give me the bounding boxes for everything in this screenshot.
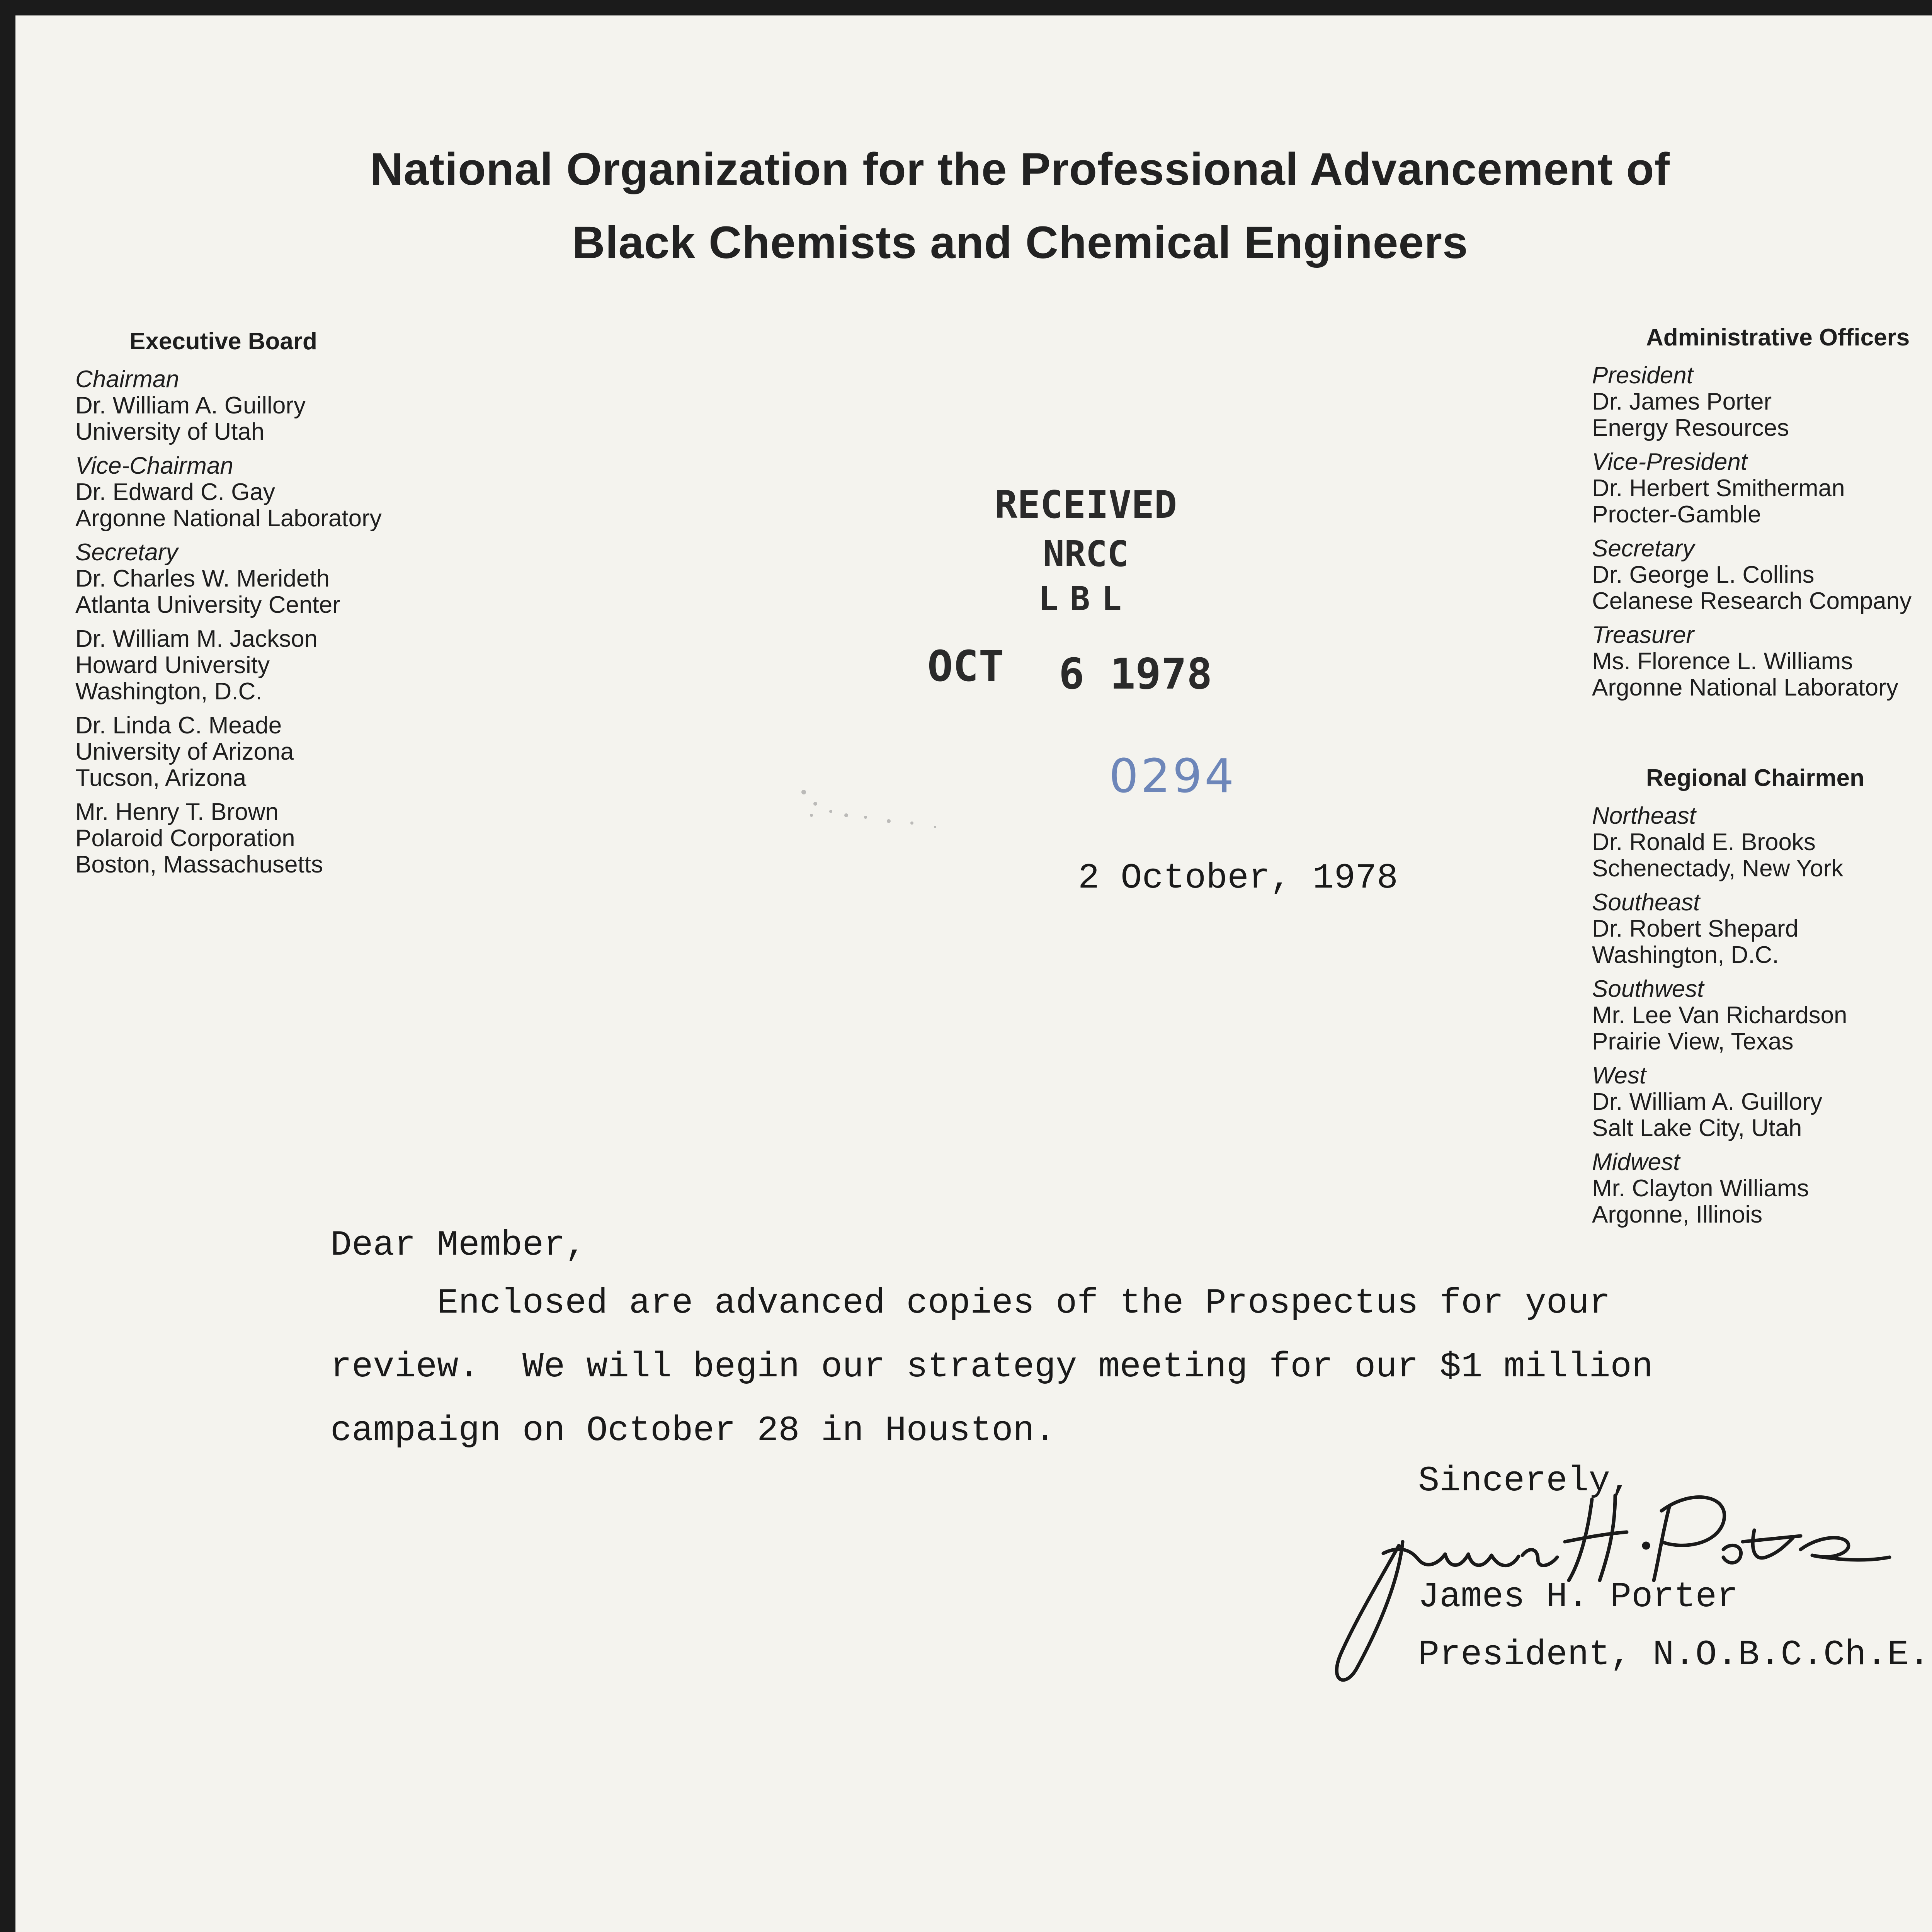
board-member — [1592, 803, 1932, 882]
letter-body-line: campaign on October 28 in Houston. — [330, 1410, 1056, 1451]
closing: Sincerely, — [1418, 1461, 1632, 1501]
member-role: Secretary — [1592, 535, 1695, 562]
signer-title: President, N.O.B.C.Ch.E. — [1418, 1634, 1930, 1675]
board-member — [75, 713, 578, 791]
member-name: Dr. Linda C. Meade — [75, 712, 282, 739]
member-affiliation: Polaroid Corporation — [75, 825, 295, 852]
signer-name: James H. Porter — [1418, 1577, 1738, 1617]
board-member — [1592, 1063, 1932, 1141]
member-role: Northeast — [1592, 803, 1696, 829]
letter-date: 2 October, 1978 — [1078, 858, 1398, 898]
member-affiliation: Atlanta University Center — [75, 592, 340, 618]
received-stamp-line1: RECEIVED — [994, 483, 1177, 527]
administrative-officers-heading: Administrative Officers — [1646, 324, 1910, 351]
member-name: Dr. James Porter — [1592, 388, 1772, 415]
board-member — [1592, 976, 1932, 1055]
member-role: Chairman — [75, 366, 179, 393]
member-name: Dr. William A. Guillory — [1592, 1088, 1822, 1115]
board-member — [1592, 362, 1932, 441]
board-member — [75, 799, 578, 878]
member-name: Mr. Lee Van Richardson — [1592, 1002, 1847, 1029]
member-role: Southeast — [1592, 889, 1700, 916]
member-affiliation: Procter-Gamble — [1592, 501, 1761, 528]
received-stamp-month: OCT — [927, 641, 1004, 691]
member-affiliation: University of Arizona — [75, 738, 294, 765]
member-affiliation: Argonne National Laboratory — [75, 505, 382, 532]
regional-chairmen — [1592, 765, 1932, 1236]
board-member — [1592, 622, 1932, 701]
member-affiliation: Argonne, Illinois — [1592, 1201, 1763, 1228]
member-role: Treasurer — [1592, 622, 1694, 648]
administrative-officers — [1592, 325, 1932, 709]
member-name: Mr. Clayton Williams — [1592, 1175, 1809, 1202]
administrative-officers-list — [1592, 362, 1932, 701]
board-member — [1592, 889, 1932, 968]
board-member — [75, 453, 578, 532]
executive-board-heading: Executive Board — [129, 328, 317, 355]
member-role: Secretary — [75, 539, 178, 566]
board-member — [75, 539, 578, 618]
member-affiliation: Boston, Massachusetts — [75, 851, 323, 878]
letter-body-line: Enclosed are advanced copies of the Prospectus for your — [330, 1283, 1611, 1323]
member-affiliation: Howard University — [75, 652, 270, 679]
member-role: Southwest — [1592, 976, 1704, 1002]
board-member — [1592, 449, 1932, 528]
member-affiliation: Celanese Research Company — [1592, 588, 1912, 614]
letter-body-line: review. We will begin our strategy meeting for our $1 million — [330, 1347, 1653, 1387]
regional-chairmen-heading: Regional Chairmen — [1646, 765, 1864, 791]
member-affiliation: Energy Resources — [1592, 415, 1789, 441]
received-stamp-line3: LBL — [1038, 580, 1133, 618]
smudge-mark — [788, 769, 966, 846]
member-affiliation: Argonne National Laboratory — [1592, 674, 1898, 701]
member-name: Dr. Herbert Smitherman — [1592, 475, 1845, 502]
member-name: Dr. William A. Guillory — [75, 392, 306, 419]
member-name: Dr. Edward C. Gay — [75, 479, 275, 505]
regional-chairmen-list — [1592, 803, 1932, 1228]
board-member — [1592, 536, 1932, 614]
member-role: Midwest — [1592, 1149, 1680, 1175]
member-role: Vice-Chairman — [75, 452, 233, 479]
salutation: Dear Member, — [330, 1225, 587, 1265]
member-name: Dr. William M. Jackson — [75, 626, 318, 652]
member-role: President — [1592, 362, 1693, 389]
letter-page — [15, 15, 1932, 1932]
board-member — [1592, 1149, 1932, 1228]
member-affiliation: Schenectady, New York — [1592, 855, 1844, 882]
received-stamp-date: 6 1978 — [1059, 649, 1213, 699]
letterhead-title-line2: Black Chemists and Chemical Engineers — [572, 217, 1468, 268]
member-name: Dr. George L. Collins — [1592, 561, 1815, 588]
member-name: Dr. Robert Shepard — [1592, 915, 1799, 942]
member-role: Vice-President — [1592, 449, 1748, 475]
received-stamp-number: 0294 — [1109, 750, 1236, 803]
executive-board-list — [75, 366, 578, 878]
member-affiliation: Prairie View, Texas — [1592, 1028, 1794, 1055]
board-member — [75, 366, 578, 445]
member-name: Ms. Florence L. Williams — [1592, 648, 1853, 675]
member-affiliation: Salt Lake City, Utah — [1592, 1115, 1802, 1141]
letterhead-title-line1: National Organization for the Professional Advancement of — [370, 144, 1670, 195]
member-affiliation: Washington, D.C. — [75, 678, 262, 705]
executive-board — [75, 328, 578, 886]
member-name: Mr. Henry T. Brown — [75, 799, 279, 825]
member-affiliation: University of Utah — [75, 418, 265, 445]
member-name: Dr. Ronald E. Brooks — [1592, 829, 1816, 855]
member-affiliation: Tucson, Arizona — [75, 765, 247, 791]
member-affiliation: Washington, D.C. — [1592, 942, 1779, 968]
board-member — [75, 626, 578, 705]
member-name: Dr. Charles W. Merideth — [75, 565, 330, 592]
member-role: West — [1592, 1062, 1646, 1089]
received-stamp-line2: NRCC — [1043, 533, 1129, 575]
